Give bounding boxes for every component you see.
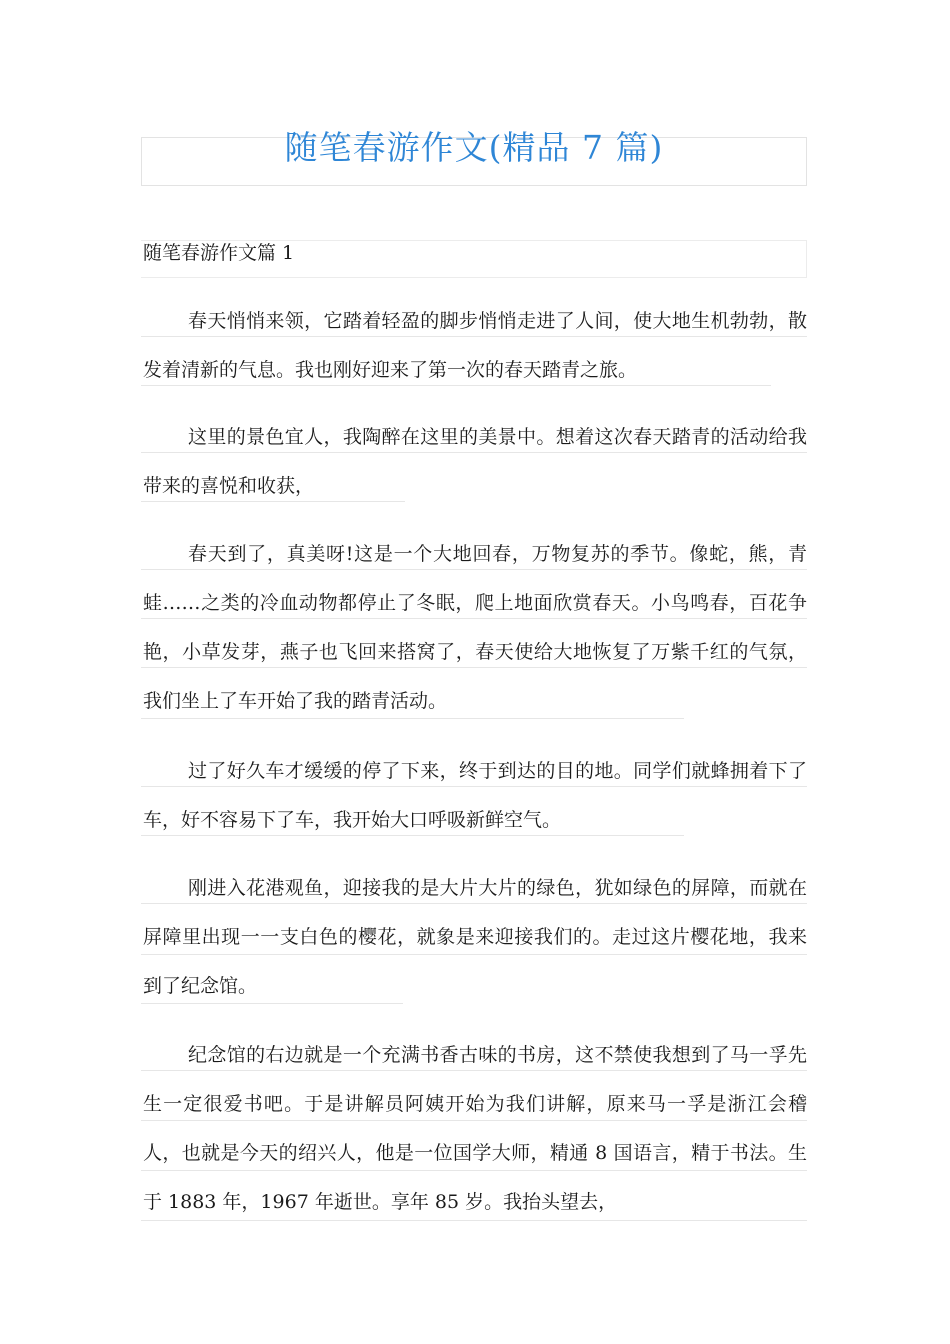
text-line-rule	[141, 667, 807, 668]
text-line-rule	[141, 1220, 807, 1221]
paragraph-5: 刚进入花港观鱼，迎接我的是大片大片的绿色，犹如绿色的屏障，而就在屏障里出现一一支白色的樱花，就象是来迎接我们的。走过这片樱花地，我来到了纪念馆。	[143, 877, 807, 997]
text-line-rule	[141, 385, 771, 386]
document-title: 随笔春游作文(精品 7 篇)	[284, 128, 664, 167]
text-line-rule	[141, 569, 807, 570]
section-heading: 随笔春游作文篇 1	[143, 242, 295, 264]
text-line-rule	[141, 954, 807, 955]
text-line-rule	[141, 1003, 403, 1004]
paragraph-3: 春天到了，真美呀!这是一个大地回春，万物复苏的季节。像蛇，熊，青蛙……之类的冷血动物都停止了冬眠，爬上地面欣赏春天。小鸟鸣春，百花争艳，小草发芽，燕子也飞回来搭窝了，春天使给大地恢复了万紫千红的气氛，我们坐上了车开始了我的踏青活动。	[143, 543, 807, 712]
paragraph-2: 这里的景色宜人，我陶醉在这里的美景中。想着这次春天踏青的活动给我带来的喜悦和收获，	[143, 426, 807, 497]
paragraph-4: 过了好久车才缓缓的停了下来，终于到达的目的地。同学们就蜂拥着下了车，好不容易下了车，我开始大口呼吸新鲜空气。	[143, 760, 807, 831]
text-line-rule	[141, 1170, 807, 1171]
text-line-rule	[141, 501, 405, 502]
text-line-rule	[141, 786, 807, 787]
text-line-rule	[141, 903, 807, 904]
paragraph-1: 春天悄悄来领，它踏着轻盈的脚步悄悄走进了人间，使大地生机勃勃，散发着清新的气息。我也刚好迎来了第一次的春天踏青之旅。	[143, 310, 807, 381]
text-line-rule	[141, 336, 807, 337]
text-line-rule	[141, 452, 807, 453]
text-line-rule	[141, 718, 684, 719]
text-line-rule	[141, 835, 684, 836]
text-line-rule	[141, 1070, 807, 1071]
paragraph-6: 纪念馆的右边就是一个充满书香古味的书房，这不禁使我想到了马一孚先生一定很爱书吧。于是讲解员阿姨开始为我们讲解，原来马一孚是浙江会稽人，也就是今天的绍兴人，他是一位国学大师，精通 8 国语言，精于书法。生于 1883 年，1967 年逝世。享年 85 岁。我抬头望去，	[143, 1044, 807, 1213]
text-line-rule	[141, 1120, 807, 1121]
text-line-rule	[141, 618, 807, 619]
